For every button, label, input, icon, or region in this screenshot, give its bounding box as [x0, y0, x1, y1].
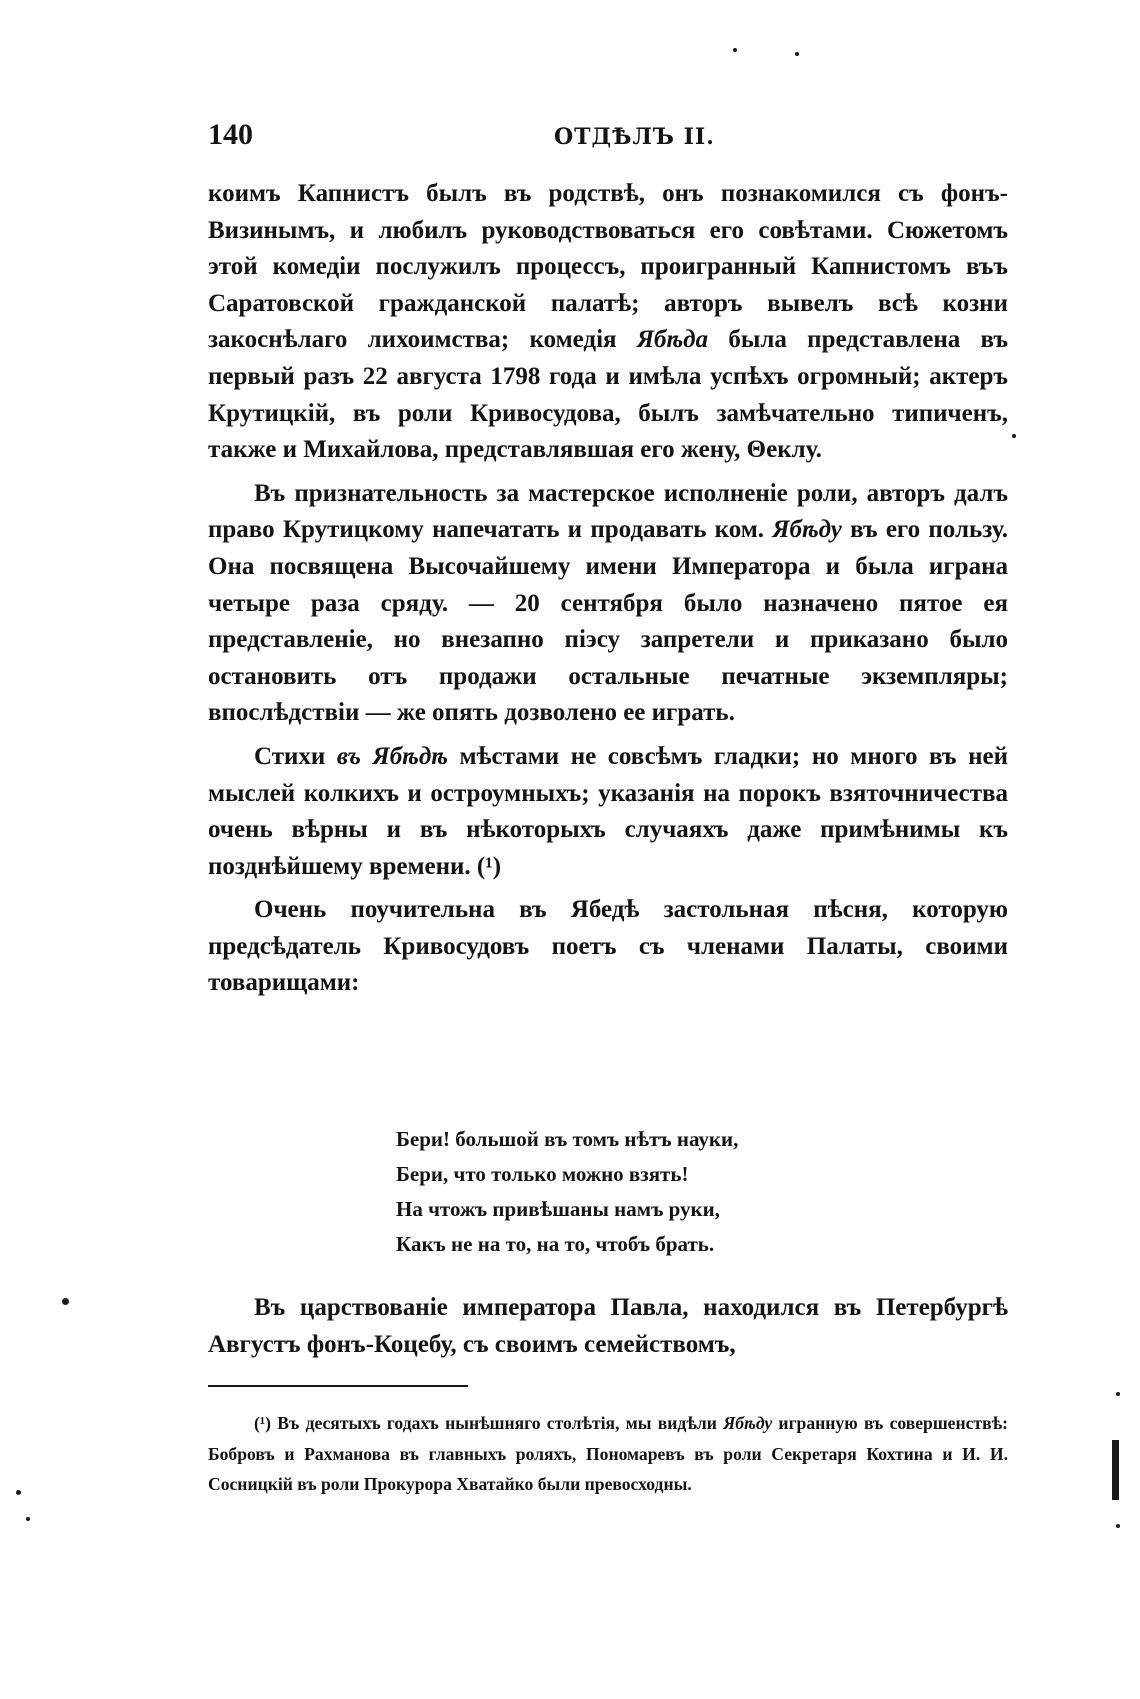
verse-line: На чтожъ привѣшаны намъ руки,: [396, 1197, 720, 1221]
footnote: [208, 1408, 1008, 1500]
verse-line: Бери! большой въ томъ нѣтъ науки,: [396, 1127, 739, 1151]
page-number: 140: [208, 118, 253, 151]
body-text: [208, 176, 1008, 1002]
paragraph: [208, 892, 1008, 1002]
footnote-divider: [208, 1385, 468, 1387]
text-segment: игранную въ совершенствѣ: Бобровъ и Рахманова въ главныхъ роляхъ, Пономаревъ въ роли Секретаря Кохтина и И. И. Сосницкій въ роли Прокурора Хватайко были превосходны.: [208, 1413, 1008, 1494]
scan-speck: [16, 1490, 21, 1495]
scan-speck: [795, 52, 799, 56]
verse-line: Какъ не на то, на то, чтобъ брать.: [396, 1232, 715, 1256]
text-segment: Въ признательность за мастерское исполненіе роли, авторъ далъ право Крутицкому напечатать и продавать ком.: [208, 479, 1008, 544]
text-segment: коимъ Капнистъ былъ въ родствѣ, онъ познакомился съ фонъ-Визинымъ, и любилъ руководствоваться его совѣтами. Сюжетомъ этой комедіи послужилъ процессъ, проигранный Капнистомъ въъ Саратовской гражданской палатѣ; авторъ вывелъ всѣ козни закоснѣлаго лихоимства; комедія: [208, 180, 1008, 354]
text-segment: Стихи: [254, 742, 337, 770]
paragraph: Въ царствованіе императора Павла, находился въ Петербургѣ Августъ фонъ-Коцебу, съ своимъ семействомъ,: [208, 1294, 1008, 1358]
running-head: ОТДѢЛЪ II.: [554, 124, 715, 150]
italic-title: Ябѣду: [772, 516, 842, 544]
paragraph: [208, 476, 1008, 732]
song-verse: [396, 1122, 896, 1262]
text-segment: Очень поучительна въ Ябедѣ застольная пѣсня, которую предсѣдатель Кривосудовъ поетъ съ членами Палаты, своими товарищами:: [208, 896, 1008, 997]
scan-speck: [733, 48, 737, 52]
scan-speck: [1116, 1524, 1120, 1528]
text-segment: (¹) Въ десятыхъ годахъ нынѣшняго столѣтія, мы видѣли: [254, 1413, 724, 1433]
scan-speck: [1012, 434, 1016, 438]
verse-line: Бери, что только можно взять!: [396, 1162, 689, 1186]
scan-speck: [62, 1298, 69, 1305]
scan-speck: [1116, 1392, 1120, 1396]
italic-title: Ябѣду: [723, 1413, 773, 1433]
paragraph: [208, 739, 1008, 885]
text-segment: мѣстами не совсѣмъ гладки; но много въ ней мыслей колкихъ и остроумныхъ; указанія на порокъ взяточничества очень вѣрны и въ нѣкоторыхъ случаяхъ даже примѣнимы къ позднѣйшему времени. (¹): [208, 742, 1008, 880]
scan-edge-mark: [1112, 1440, 1119, 1500]
text-segment: была представлена въ первый разъ 22 августа 1798 года и имѣла успѣхъ огромный; актеръ Крутицкій, въ роли Кривосудова, былъ замѣчательно типиченъ, также и Михайлова, представлявшая его жену, Θеклу.: [208, 326, 1008, 464]
body-text-continued: [208, 1290, 1008, 1363]
page-header: [208, 118, 1008, 158]
italic-title: въ Ябѣдѣ: [336, 742, 448, 770]
paragraph: [208, 176, 1008, 469]
scan-speck: [26, 1517, 30, 1521]
text-segment: въ его пользу. Она посвящена Высочайшему имени Императора и была играна четыре раза сряду. — 20 сентября было назначено пятое ея представленіе, но внезапно піэсу запретели и приказано было остановить отъ продажи остальные печатные экземпляры; впослѣдствіи — же опять дозволено ее играть.: [208, 516, 1008, 727]
italic-title: Ябѣда: [636, 326, 709, 354]
